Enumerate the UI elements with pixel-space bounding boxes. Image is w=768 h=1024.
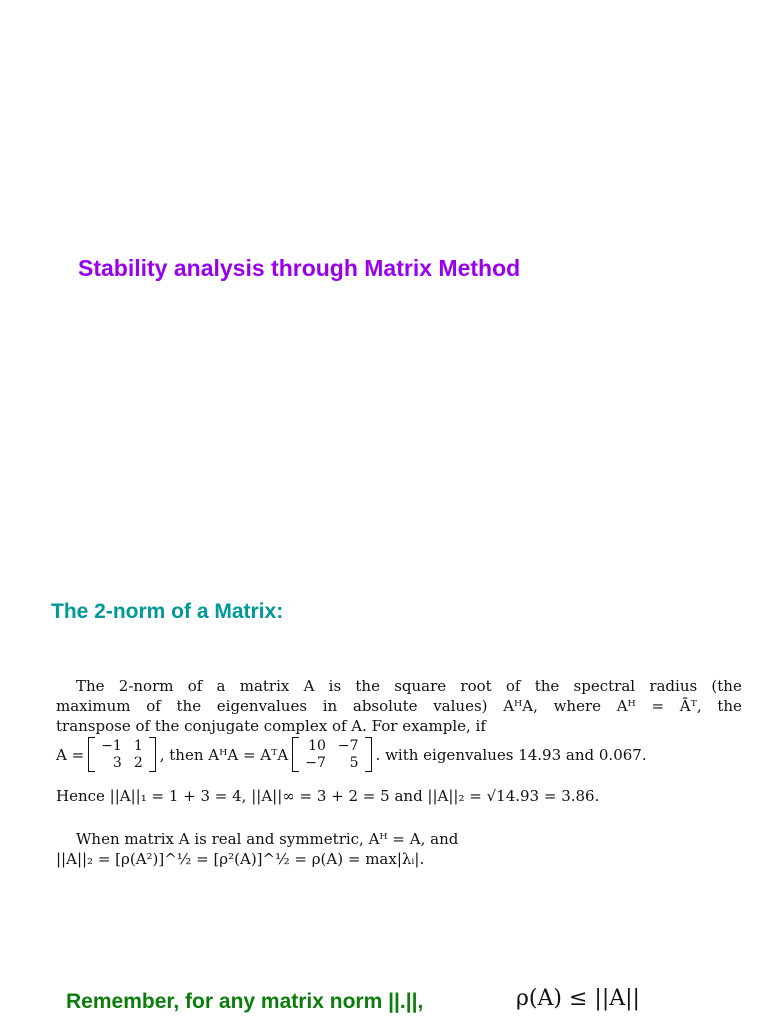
bracket-left <box>292 737 299 772</box>
norm-inequality: ρ(A) ≤ ||A|| <box>516 986 640 1011</box>
word: is <box>328 677 342 695</box>
matrix-cell: 5 <box>349 755 359 771</box>
matrix-cell: −1 <box>101 738 122 754</box>
word: radius <box>649 677 698 695</box>
symmetric-line-1: When matrix A is real and symmetric, Aᴴ = A, and <box>76 830 459 848</box>
word: AᴴA, <box>503 697 538 715</box>
word: of <box>187 677 203 695</box>
word: 2-norm <box>118 677 174 695</box>
word: = <box>651 697 665 715</box>
example-equation <box>56 737 647 772</box>
matrix-cell: −7 <box>305 755 326 771</box>
word: absolute <box>352 697 418 715</box>
matrix-cell: 10 <box>308 738 326 754</box>
word: the <box>534 677 560 695</box>
definition-paragraph <box>56 676 742 736</box>
word: spectral <box>573 677 636 695</box>
word: A <box>303 677 315 695</box>
matrix-ata <box>292 737 371 772</box>
example-tail: . with eigenvalues 14.93 and 0.067. <box>375 745 647 764</box>
word: The <box>76 677 105 695</box>
bracket-left <box>88 737 95 772</box>
word: Āᵀ, <box>679 697 702 715</box>
matrix-cell: 3 <box>112 755 122 771</box>
symmetric-line-2: ||A||₂ = [ρ(A²)]^½ = [ρ²(A)]^½ = ρ(A) = max|λᵢ|. <box>56 850 425 868</box>
word: eigenvalues <box>216 697 308 715</box>
example-then-text: , then AᴴA = AᵀA <box>159 745 289 764</box>
word: the <box>717 697 742 715</box>
symmetric-paragraph <box>56 829 458 869</box>
remember-note: Remember, for any matrix norm ||.||, <box>66 990 424 1013</box>
matrix-cell: −7 <box>337 738 359 754</box>
word: the <box>355 677 380 695</box>
slide-title: Stability analysis through Matrix Method <box>78 255 521 281</box>
matrix-a <box>88 737 156 772</box>
example-lhs: A = <box>56 745 85 764</box>
word: values) <box>433 697 488 715</box>
word: of <box>146 697 161 715</box>
hence-line: Hence ||A||₁ = 1 + 3 = 4, ||A||∞ = 3 + 2 = 5 and ||A||₂ = √14.93 = 3.86. <box>56 787 600 805</box>
matrix-cell: 2 <box>133 755 143 771</box>
word: of <box>505 677 521 695</box>
bracket-right <box>149 737 156 772</box>
word: a <box>216 677 226 695</box>
bracket-right <box>365 737 372 772</box>
definition-line-3: transpose of the conjugate complex of A. For example, if <box>56 717 486 735</box>
section-heading: The 2-norm of a Matrix: <box>51 600 284 623</box>
word: Aᴴ <box>616 697 636 715</box>
word: in <box>322 697 338 715</box>
definition-line-2 <box>56 696 742 716</box>
word: square <box>394 677 447 695</box>
definition-line-1 <box>56 676 742 696</box>
word: (the <box>711 677 742 695</box>
word: the <box>176 697 202 715</box>
word: matrix <box>239 677 290 695</box>
matrix-cell: 1 <box>133 738 143 754</box>
word: maximum <box>56 697 131 715</box>
word: root <box>460 677 492 695</box>
word: where <box>553 697 602 715</box>
